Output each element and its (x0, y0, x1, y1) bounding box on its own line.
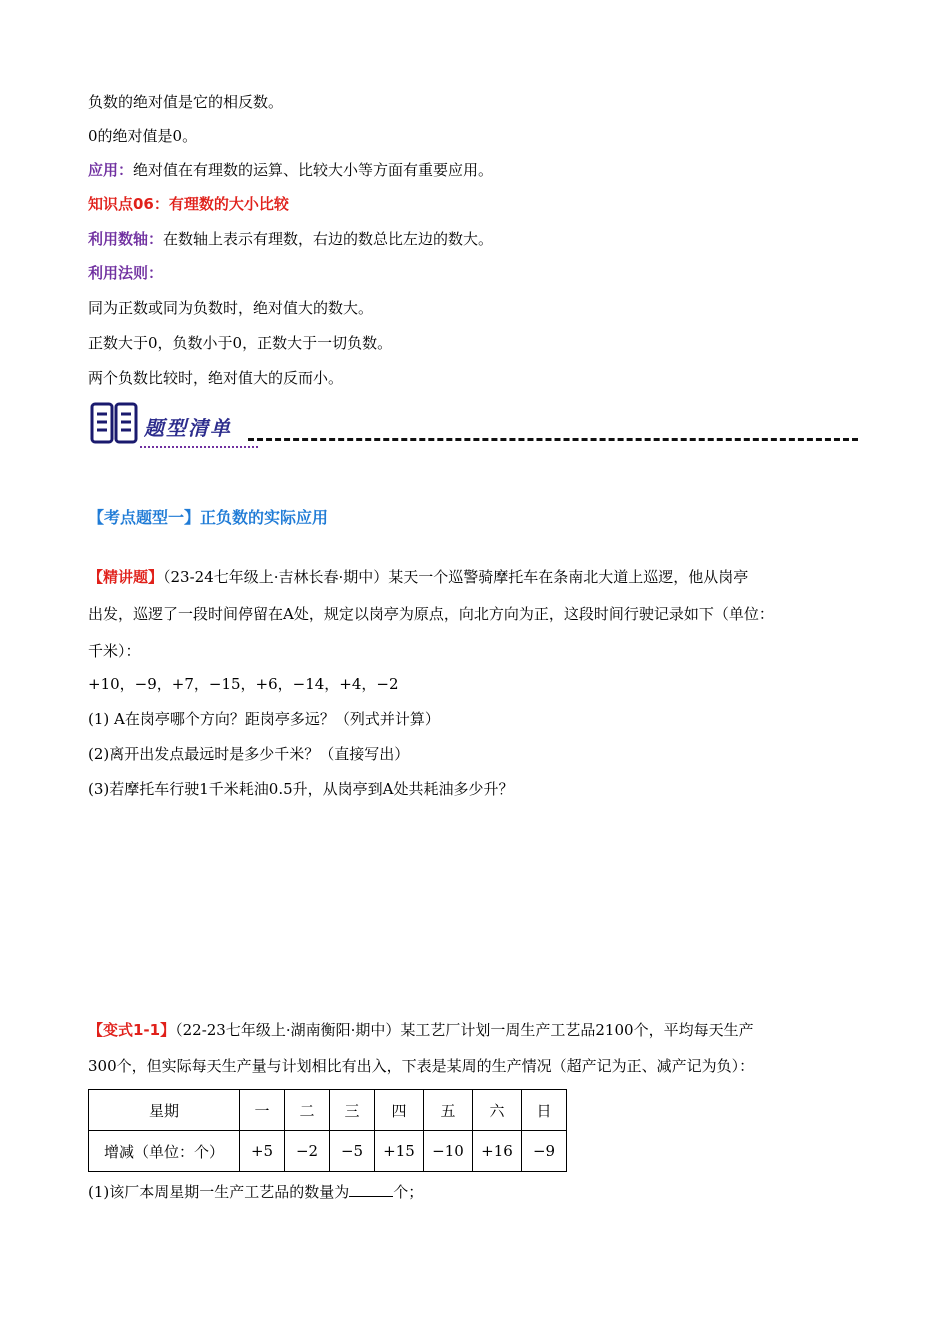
table-row (89, 1090, 567, 1131)
note-number-line (88, 229, 493, 249)
table-cell: −2 (285, 1131, 330, 1172)
knowledge-point-06: 知识点06：有理数的大小比较 (88, 195, 289, 213)
note-zero-abs: 0的绝对值是0。 (88, 127, 198, 145)
table-cell: 日 (522, 1090, 567, 1131)
table-cell: +15 (375, 1131, 424, 1172)
number-line-label: 利用数轴： (88, 230, 164, 248)
example-line-1 (88, 567, 748, 587)
table-row (89, 1131, 567, 1172)
table-cell: +16 (473, 1131, 522, 1172)
application-label: 应用： (88, 161, 134, 179)
production-table (88, 1089, 567, 1172)
example-question-1: (1) A在岗亭哪个方向？距岗亭多远？（列式并计算） (88, 710, 440, 728)
answer-blank (349, 1182, 393, 1197)
application-text: 绝对值在有理数的运算、比较大小等方面有重要应用。 (133, 161, 494, 179)
variant-line-2: 300个，但实际每天生产量与计划相比有出入，下表是某周的生产情况（超产记为正、减产记为负）： (88, 1057, 755, 1075)
number-line-text: 在数轴上表示有理数，右边的数总比左边的数大。 (163, 230, 494, 248)
table-header-day: 星期 (89, 1090, 240, 1131)
table-cell: −5 (330, 1131, 375, 1172)
note-application (88, 160, 493, 180)
example-tag: 【精讲题】 (88, 568, 164, 586)
rule-1: 同为正数或同为负数时，绝对值大的数大。 (88, 299, 374, 317)
banner-divider (248, 438, 858, 441)
table-cell: −10 (424, 1131, 473, 1172)
table-cell: −9 (522, 1131, 567, 1172)
example-question-3: (3)若摩托车行驶1千米耗油0.5升，从岗亭到A处共耗油多少升？ (88, 780, 514, 798)
banner-title: 题型清单 (144, 416, 232, 440)
example-question-2: (2)离开出发点最远时是多少千米？（直接写出） (88, 745, 410, 763)
table-cell: 六 (473, 1090, 522, 1131)
table-cell: 二 (285, 1090, 330, 1131)
example-text-1: （23-24七年级上·吉林长春·期中）某天一个巡警骑摩托车在条南北大道上巡逻，他从岗亭 (163, 568, 749, 586)
note-negative-abs: 负数的绝对值是它的相反数。 (88, 93, 284, 111)
example-records: +10，−9，+7，−15，+6，−14，+4，−2 (88, 675, 399, 693)
table-header-change: 增减（单位：个） (89, 1131, 240, 1172)
rule-2: 正数大于0，负数小于0，正数大于一切负数。 (88, 334, 393, 352)
question-list-banner (88, 398, 858, 454)
variant-line-1 (88, 1020, 754, 1040)
example-line-3: 千米）： (88, 642, 141, 660)
rules-label: 利用法则： (88, 264, 164, 282)
table-cell: 五 (424, 1090, 473, 1131)
variant-tag: 【变式1-1】 (88, 1021, 176, 1039)
variant-q1-before: (1)该厂本周星期一生产工艺品的数量为 (88, 1183, 350, 1201)
table-cell: 一 (240, 1090, 285, 1131)
variant-question-1 (88, 1182, 423, 1202)
table-cell: 三 (330, 1090, 375, 1131)
rule-3: 两个负数比较时，绝对值大的反而小。 (88, 369, 344, 387)
book-icon (90, 402, 138, 446)
section-heading-1: 【考点题型一】正负数的实际应用 (88, 508, 329, 527)
table-cell: 四 (375, 1090, 424, 1131)
banner-underline (140, 446, 258, 448)
variant-q1-after: 个； (393, 1183, 424, 1201)
example-line-2: 出发，巡逻了一段时间停留在A处，规定以岗亭为原点，向北方向为正，这段时间行驶记录如下（单位： (88, 605, 774, 623)
table-cell: +5 (240, 1131, 285, 1172)
variant-text-1: （22-23七年级上·湖南衡阳·期中）某工艺厂计划一周生产工艺品2100个，平均每天生产 (175, 1021, 754, 1039)
